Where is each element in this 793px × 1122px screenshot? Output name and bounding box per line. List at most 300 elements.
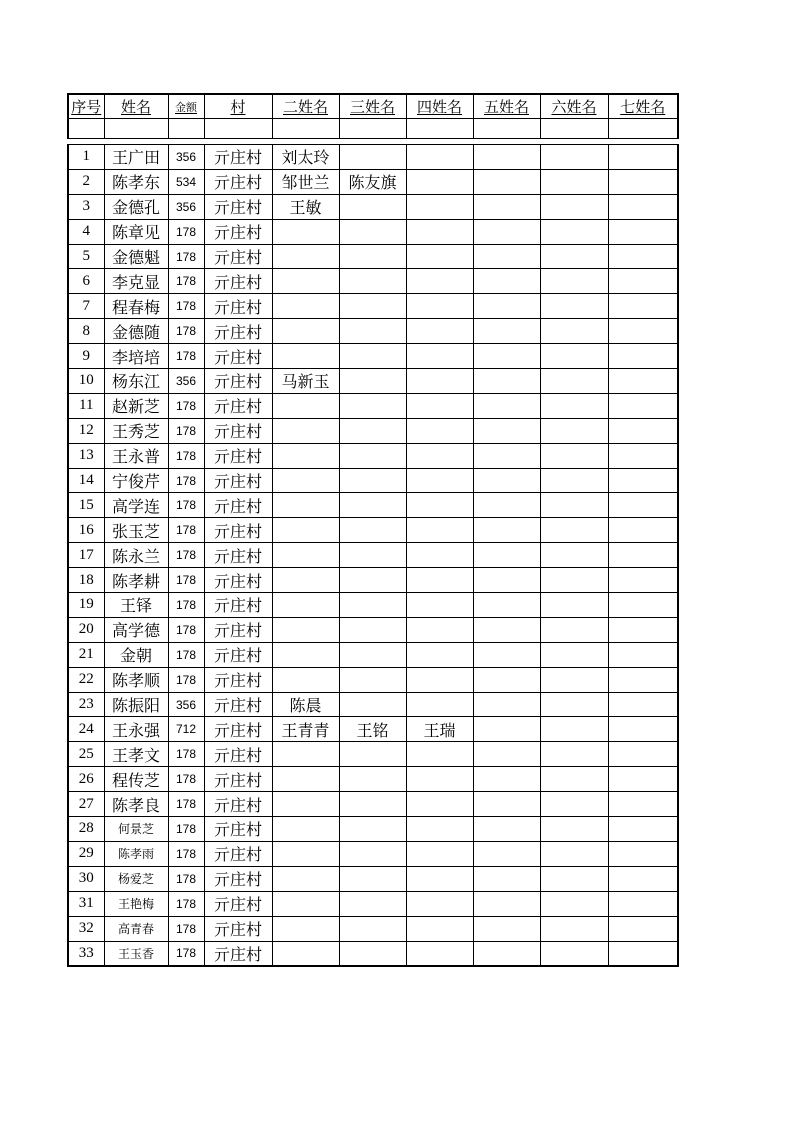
column-header-label: 序号 — [71, 100, 102, 116]
extra-name-2-cell: 王敏 — [272, 194, 339, 219]
empty-cell — [540, 119, 608, 139]
village-cell: 亓庄村 — [204, 817, 272, 842]
extra-name-4-cell — [406, 742, 473, 767]
extra-name-4-cell — [406, 667, 473, 692]
village-cell: 亓庄村 — [204, 667, 272, 692]
extra-name-4-cell — [406, 369, 473, 394]
extra-name-7-cell — [608, 543, 678, 568]
extra-name-5-cell — [473, 642, 540, 667]
amount-cell: 356 — [168, 145, 204, 170]
name-cell: 王永普 — [104, 443, 168, 468]
extra-name-2-cell — [272, 393, 339, 418]
extra-name-4-cell — [406, 941, 473, 966]
amount-cell: 712 — [168, 717, 204, 742]
table-row — [68, 219, 678, 244]
empty-cell — [204, 119, 272, 139]
extra-name-2-cell: 刘太玲 — [272, 145, 339, 170]
name-cell: 陈孝良 — [104, 792, 168, 817]
extra-name-2-cell — [272, 742, 339, 767]
table-row — [68, 568, 678, 593]
village-cell: 亓庄村 — [204, 866, 272, 891]
extra-name-3-cell: 王铭 — [339, 717, 406, 742]
extra-name-5-cell — [473, 319, 540, 344]
table-row — [68, 169, 678, 194]
extra-name-6-cell — [540, 294, 608, 319]
name-cell: 金德随 — [104, 319, 168, 344]
extra-name-6-cell — [540, 817, 608, 842]
name-cell: 高学连 — [104, 493, 168, 518]
name-cell: 李培培 — [104, 344, 168, 369]
serial-cell: 19 — [68, 593, 104, 618]
amount-cell: 178 — [168, 269, 204, 294]
village-cell: 亓庄村 — [204, 393, 272, 418]
name-cell: 张玉芝 — [104, 518, 168, 543]
amount-cell: 534 — [168, 169, 204, 194]
extra-name-3-cell — [339, 891, 406, 916]
serial-cell: 12 — [68, 418, 104, 443]
extra-name-2-cell — [272, 817, 339, 842]
extra-name-2-cell — [272, 642, 339, 667]
serial-cell: 33 — [68, 941, 104, 966]
extra-name-4-cell — [406, 692, 473, 717]
village-cell: 亓庄村 — [204, 493, 272, 518]
empty-cell — [406, 119, 473, 139]
empty-cell — [104, 119, 168, 139]
roster-data-table — [67, 144, 679, 967]
extra-name-4-cell — [406, 443, 473, 468]
amount-cell: 178 — [168, 393, 204, 418]
extra-name-5-cell — [473, 169, 540, 194]
extra-name-5-cell — [473, 468, 540, 493]
name-cell: 赵新芝 — [104, 393, 168, 418]
extra-name-5-cell — [473, 941, 540, 966]
extra-name-6-cell — [540, 344, 608, 369]
village-cell: 亓庄村 — [204, 194, 272, 219]
extra-name-7-cell — [608, 767, 678, 792]
name-cell: 王广田 — [104, 145, 168, 170]
extra-name-5-cell — [473, 617, 540, 642]
column-header-label: 七姓名 — [620, 100, 666, 116]
roster-sheet — [67, 93, 677, 967]
extra-name-3-cell — [339, 866, 406, 891]
extra-name-4-cell — [406, 866, 473, 891]
serial-cell: 7 — [68, 294, 104, 319]
name-cell: 陈孝顺 — [104, 667, 168, 692]
extra-name-7-cell — [608, 443, 678, 468]
name-cell: 金德孔 — [104, 194, 168, 219]
table-row — [68, 194, 678, 219]
extra-name-4-cell — [406, 518, 473, 543]
extra-name-5-cell — [473, 418, 540, 443]
extra-name-2-cell — [272, 593, 339, 618]
extra-name-2-cell — [272, 617, 339, 642]
extra-name-6-cell — [540, 169, 608, 194]
column-header-9 — [540, 94, 608, 119]
serial-cell: 9 — [68, 344, 104, 369]
table-row — [68, 543, 678, 568]
extra-name-2-cell — [272, 219, 339, 244]
serial-cell: 21 — [68, 642, 104, 667]
amount-cell: 178 — [168, 593, 204, 618]
serial-cell: 6 — [68, 269, 104, 294]
village-cell: 亓庄村 — [204, 692, 272, 717]
extra-name-7-cell — [608, 493, 678, 518]
name-cell: 李克显 — [104, 269, 168, 294]
name-cell: 王永强 — [104, 717, 168, 742]
extra-name-7-cell — [608, 294, 678, 319]
amount-cell: 178 — [168, 742, 204, 767]
extra-name-5-cell — [473, 269, 540, 294]
extra-name-3-cell — [339, 294, 406, 319]
extra-name-2-cell — [272, 841, 339, 866]
name-cell: 陈孝雨 — [104, 841, 168, 866]
extra-name-7-cell — [608, 817, 678, 842]
amount-cell: 178 — [168, 493, 204, 518]
extra-name-4-cell — [406, 468, 473, 493]
table-row — [68, 493, 678, 518]
extra-name-3-cell — [339, 817, 406, 842]
extra-name-4-cell — [406, 568, 473, 593]
extra-name-5-cell — [473, 717, 540, 742]
extra-name-7-cell — [608, 568, 678, 593]
amount-cell: 178 — [168, 767, 204, 792]
extra-name-5-cell — [473, 294, 540, 319]
table-row — [68, 916, 678, 941]
village-cell: 亓庄村 — [204, 145, 272, 170]
amount-cell: 178 — [168, 418, 204, 443]
extra-name-4-cell — [406, 543, 473, 568]
amount-cell: 178 — [168, 667, 204, 692]
amount-cell: 178 — [168, 841, 204, 866]
extra-name-2-cell — [272, 418, 339, 443]
extra-name-2-cell — [272, 518, 339, 543]
extra-name-6-cell — [540, 767, 608, 792]
empty-cell — [473, 119, 540, 139]
extra-name-6-cell — [540, 941, 608, 966]
serial-cell: 30 — [68, 866, 104, 891]
extra-name-3-cell — [339, 468, 406, 493]
header-row — [68, 94, 678, 119]
table-row — [68, 792, 678, 817]
extra-name-5-cell — [473, 344, 540, 369]
village-cell: 亓庄村 — [204, 792, 272, 817]
column-header-label: 四姓名 — [416, 100, 462, 116]
extra-name-7-cell — [608, 169, 678, 194]
amount-cell: 178 — [168, 891, 204, 916]
amount-cell: 178 — [168, 294, 204, 319]
extra-name-6-cell — [540, 518, 608, 543]
village-cell: 亓庄村 — [204, 568, 272, 593]
serial-cell: 16 — [68, 518, 104, 543]
serial-cell: 4 — [68, 219, 104, 244]
table-row — [68, 593, 678, 618]
extra-name-2-cell: 邹世兰 — [272, 169, 339, 194]
extra-name-7-cell — [608, 692, 678, 717]
extra-name-7-cell — [608, 244, 678, 269]
extra-name-3-cell — [339, 841, 406, 866]
table-row — [68, 767, 678, 792]
village-cell: 亓庄村 — [204, 269, 272, 294]
serial-cell: 11 — [68, 393, 104, 418]
extra-name-2-cell — [272, 344, 339, 369]
serial-cell: 22 — [68, 667, 104, 692]
extra-name-4-cell — [406, 194, 473, 219]
column-header-1 — [68, 94, 104, 119]
serial-cell: 8 — [68, 319, 104, 344]
extra-name-6-cell — [540, 244, 608, 269]
extra-name-5-cell — [473, 866, 540, 891]
column-header-3 — [168, 94, 204, 119]
extra-name-4-cell — [406, 169, 473, 194]
extra-name-3-cell — [339, 418, 406, 443]
amount-cell: 178 — [168, 518, 204, 543]
extra-name-3-cell — [339, 194, 406, 219]
extra-name-4-cell — [406, 593, 473, 618]
empty-spacer-row — [68, 119, 678, 139]
extra-name-7-cell — [608, 792, 678, 817]
column-header-6 — [339, 94, 406, 119]
amount-cell: 356 — [168, 194, 204, 219]
extra-name-6-cell — [540, 194, 608, 219]
extra-name-3-cell — [339, 344, 406, 369]
extra-name-3-cell: 陈友旗 — [339, 169, 406, 194]
extra-name-3-cell — [339, 617, 406, 642]
extra-name-7-cell — [608, 667, 678, 692]
extra-name-4-cell — [406, 841, 473, 866]
village-cell: 亓庄村 — [204, 593, 272, 618]
serial-cell: 10 — [68, 369, 104, 394]
column-header-label: 村 — [230, 100, 246, 116]
extra-name-7-cell — [608, 219, 678, 244]
empty-cell — [272, 119, 339, 139]
amount-cell: 356 — [168, 369, 204, 394]
empty-cell — [608, 119, 678, 139]
extra-name-2-cell — [272, 767, 339, 792]
serial-cell: 20 — [68, 617, 104, 642]
name-cell: 王玉香 — [104, 941, 168, 966]
extra-name-4-cell — [406, 418, 473, 443]
extra-name-3-cell — [339, 219, 406, 244]
table-row — [68, 642, 678, 667]
serial-cell: 5 — [68, 244, 104, 269]
name-cell: 金朝 — [104, 642, 168, 667]
extra-name-6-cell — [540, 493, 608, 518]
table-row — [68, 742, 678, 767]
table-row — [68, 866, 678, 891]
extra-name-6-cell — [540, 543, 608, 568]
extra-name-5-cell — [473, 393, 540, 418]
serial-cell: 28 — [68, 817, 104, 842]
extra-name-5-cell — [473, 767, 540, 792]
table-row — [68, 692, 678, 717]
name-cell: 程传芝 — [104, 767, 168, 792]
amount-cell: 178 — [168, 941, 204, 966]
extra-name-2-cell — [272, 891, 339, 916]
table-row — [68, 841, 678, 866]
extra-name-5-cell — [473, 667, 540, 692]
extra-name-7-cell — [608, 393, 678, 418]
column-header-label: 二姓名 — [282, 100, 328, 116]
serial-cell: 14 — [68, 468, 104, 493]
extra-name-2-cell — [272, 568, 339, 593]
village-cell: 亓庄村 — [204, 369, 272, 394]
column-header-7 — [406, 94, 473, 119]
serial-cell: 2 — [68, 169, 104, 194]
extra-name-5-cell — [473, 518, 540, 543]
amount-cell: 178 — [168, 568, 204, 593]
table-row — [68, 891, 678, 916]
name-cell: 王秀芝 — [104, 418, 168, 443]
extra-name-5-cell — [473, 841, 540, 866]
extra-name-4-cell — [406, 916, 473, 941]
table-row — [68, 817, 678, 842]
extra-name-3-cell — [339, 642, 406, 667]
village-cell: 亓庄村 — [204, 244, 272, 269]
serial-cell: 27 — [68, 792, 104, 817]
extra-name-5-cell — [473, 593, 540, 618]
column-header-2 — [104, 94, 168, 119]
extra-name-3-cell — [339, 667, 406, 692]
serial-cell: 29 — [68, 841, 104, 866]
village-cell: 亓庄村 — [204, 642, 272, 667]
extra-name-6-cell — [540, 443, 608, 468]
table-row — [68, 269, 678, 294]
extra-name-7-cell — [608, 418, 678, 443]
extra-name-3-cell — [339, 792, 406, 817]
village-cell: 亓庄村 — [204, 319, 272, 344]
extra-name-2-cell — [272, 244, 339, 269]
village-cell: 亓庄村 — [204, 941, 272, 966]
extra-name-3-cell — [339, 941, 406, 966]
extra-name-6-cell — [540, 866, 608, 891]
village-cell: 亓庄村 — [204, 344, 272, 369]
extra-name-4-cell — [406, 767, 473, 792]
name-cell: 高学德 — [104, 617, 168, 642]
extra-name-4-cell — [406, 891, 473, 916]
extra-name-3-cell — [339, 369, 406, 394]
extra-name-7-cell — [608, 269, 678, 294]
amount-cell: 178 — [168, 468, 204, 493]
serial-cell: 23 — [68, 692, 104, 717]
column-header-label: 六姓名 — [551, 100, 597, 116]
extra-name-2-cell — [272, 866, 339, 891]
extra-name-7-cell — [608, 369, 678, 394]
extra-name-5-cell — [473, 145, 540, 170]
extra-name-5-cell — [473, 244, 540, 269]
extra-name-4-cell — [406, 817, 473, 842]
extra-name-5-cell — [473, 692, 540, 717]
extra-name-5-cell — [473, 742, 540, 767]
extra-name-3-cell — [339, 493, 406, 518]
empty-cell — [339, 119, 406, 139]
serial-cell: 3 — [68, 194, 104, 219]
extra-name-6-cell — [540, 418, 608, 443]
table-row — [68, 344, 678, 369]
table-row — [68, 145, 678, 170]
column-header-8 — [473, 94, 540, 119]
extra-name-3-cell — [339, 916, 406, 941]
name-cell: 陈永兰 — [104, 543, 168, 568]
serial-cell: 24 — [68, 717, 104, 742]
table-row — [68, 294, 678, 319]
extra-name-6-cell — [540, 593, 608, 618]
extra-name-7-cell — [608, 866, 678, 891]
extra-name-5-cell — [473, 443, 540, 468]
amount-cell: 178 — [168, 319, 204, 344]
extra-name-4-cell — [406, 269, 473, 294]
extra-name-3-cell — [339, 319, 406, 344]
extra-name-7-cell — [608, 518, 678, 543]
amount-cell: 178 — [168, 817, 204, 842]
name-cell: 王铎 — [104, 593, 168, 618]
extra-name-6-cell — [540, 617, 608, 642]
village-cell: 亓庄村 — [204, 169, 272, 194]
extra-name-7-cell — [608, 194, 678, 219]
extra-name-2-cell — [272, 493, 339, 518]
serial-cell: 31 — [68, 891, 104, 916]
extra-name-3-cell — [339, 518, 406, 543]
extra-name-3-cell — [339, 543, 406, 568]
extra-name-3-cell — [339, 568, 406, 593]
extra-name-7-cell — [608, 344, 678, 369]
extra-name-5-cell — [473, 219, 540, 244]
extra-name-3-cell — [339, 443, 406, 468]
table-row — [68, 941, 678, 966]
extra-name-4-cell — [406, 493, 473, 518]
extra-name-7-cell — [608, 717, 678, 742]
village-cell: 亓庄村 — [204, 767, 272, 792]
extra-name-5-cell — [473, 792, 540, 817]
extra-name-7-cell — [608, 145, 678, 170]
extra-name-2-cell — [272, 792, 339, 817]
extra-name-6-cell — [540, 717, 608, 742]
name-cell: 陈章见 — [104, 219, 168, 244]
roster-header-table — [67, 93, 679, 139]
extra-name-5-cell — [473, 568, 540, 593]
extra-name-2-cell — [272, 468, 339, 493]
name-cell: 王孝文 — [104, 742, 168, 767]
extra-name-2-cell — [272, 667, 339, 692]
amount-cell: 178 — [168, 543, 204, 568]
village-cell: 亓庄村 — [204, 219, 272, 244]
extra-name-4-cell — [406, 145, 473, 170]
village-cell: 亓庄村 — [204, 294, 272, 319]
extra-name-2-cell — [272, 269, 339, 294]
extra-name-2-cell: 陈晨 — [272, 692, 339, 717]
empty-cell — [168, 119, 204, 139]
extra-name-3-cell — [339, 393, 406, 418]
amount-cell: 356 — [168, 692, 204, 717]
serial-cell: 1 — [68, 145, 104, 170]
empty-cell — [68, 119, 104, 139]
name-cell: 杨东江 — [104, 369, 168, 394]
extra-name-6-cell — [540, 667, 608, 692]
name-cell: 陈振阳 — [104, 692, 168, 717]
column-header-label: 姓名 — [120, 100, 151, 116]
extra-name-4-cell — [406, 219, 473, 244]
extra-name-5-cell — [473, 817, 540, 842]
extra-name-3-cell — [339, 269, 406, 294]
village-cell: 亓庄村 — [204, 617, 272, 642]
amount-cell: 178 — [168, 916, 204, 941]
extra-name-4-cell: 王瑞 — [406, 717, 473, 742]
extra-name-4-cell — [406, 642, 473, 667]
table-row — [68, 717, 678, 742]
extra-name-7-cell — [608, 916, 678, 941]
extra-name-7-cell — [608, 319, 678, 344]
table-row — [68, 518, 678, 543]
extra-name-2-cell — [272, 294, 339, 319]
